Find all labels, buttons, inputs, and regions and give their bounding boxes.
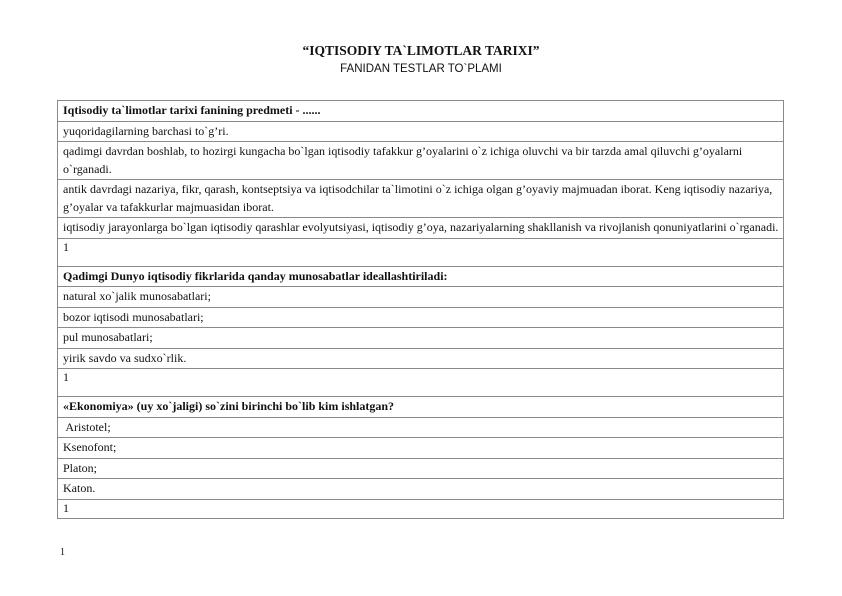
question-row xyxy=(58,266,784,287)
question-row xyxy=(58,101,784,122)
answer-row xyxy=(58,417,784,438)
answer-text: yirik savdo va sudxo`rlik. xyxy=(58,348,784,369)
answer-row xyxy=(58,458,784,479)
answer-row xyxy=(58,121,784,142)
tests-table xyxy=(57,100,784,519)
document-title: “IQTISODIY TA`LIMOTLAR TARIXI” xyxy=(302,43,540,58)
score-row xyxy=(58,499,784,519)
answer-text: antik davrdagi nazariya, fikr, qarash, kontseptsiya va iqtisodchilar ta`limotini o`z ichiga olgan g’oyaviy majmuadan iborat. Keng iqtisodiy nazariya, g’oyalar va tafakkurlar majmuasidan iborat. xyxy=(58,180,784,218)
answer-text: Platon; xyxy=(58,458,784,479)
answer-text: Katon. xyxy=(58,479,784,500)
answer-row xyxy=(58,287,784,308)
answer-row xyxy=(58,438,784,459)
score-row xyxy=(58,369,784,397)
answer-text: bozor iqtisodi munosabatlari; xyxy=(58,307,784,328)
answer-row xyxy=(58,328,784,349)
answer-text: yuqoridagilarning barchasi to`g’ri. xyxy=(58,121,784,142)
score-value: 1 xyxy=(58,499,784,519)
document-subtitle: FANIDAN TESTLAR TO`PLAMI xyxy=(340,63,502,75)
answer-row xyxy=(58,307,784,328)
answer-text: natural xo`jalik munosabatlari; xyxy=(58,287,784,308)
score-row xyxy=(58,238,784,266)
answer-text: pul munosabatlari; xyxy=(58,328,784,349)
answer-row xyxy=(58,479,784,500)
answer-text: iqtisodiy jarayonlarga bo`lgan iqtisodiy qarashlar evolyutsiyasi, iqtisodiy g’oya, nazariyalarning shakllanish va rivojlanish qonuniyatlarini o`rganadi. xyxy=(58,218,784,239)
answer-row xyxy=(58,348,784,369)
answer-text: qadimgi davrdan boshlab, to hozirgi kungacha bo`lgan iqtisodiy tafakkur g’oyalarini o`z ichiga oluvchi va bir tarzda amal qiluvchi g’oyalarni o`rganadi. xyxy=(58,142,784,180)
answer-row xyxy=(58,218,784,239)
question-row xyxy=(58,397,784,418)
question-text: «Ekonomiya» (uy xo`jaligi) so`zini birinchi bo`lib kim ishlatgan? xyxy=(58,397,784,418)
question-text: Qadimgi Dunyo iqtisodiy fikrlarida qanday munosabatlar ideallashtiriladi: xyxy=(58,266,784,287)
page-number: 1 xyxy=(60,547,65,558)
score-value: 1 xyxy=(58,369,784,397)
score-value: 1 xyxy=(58,238,784,266)
answer-text: Ksenofont; xyxy=(58,438,784,459)
answer-row xyxy=(58,180,784,218)
answer-text: Aristotel; xyxy=(58,417,784,438)
answer-row xyxy=(58,142,784,180)
question-text: Iqtisodiy ta`limotlar tarixi fanining predmeti - ...... xyxy=(58,101,784,122)
